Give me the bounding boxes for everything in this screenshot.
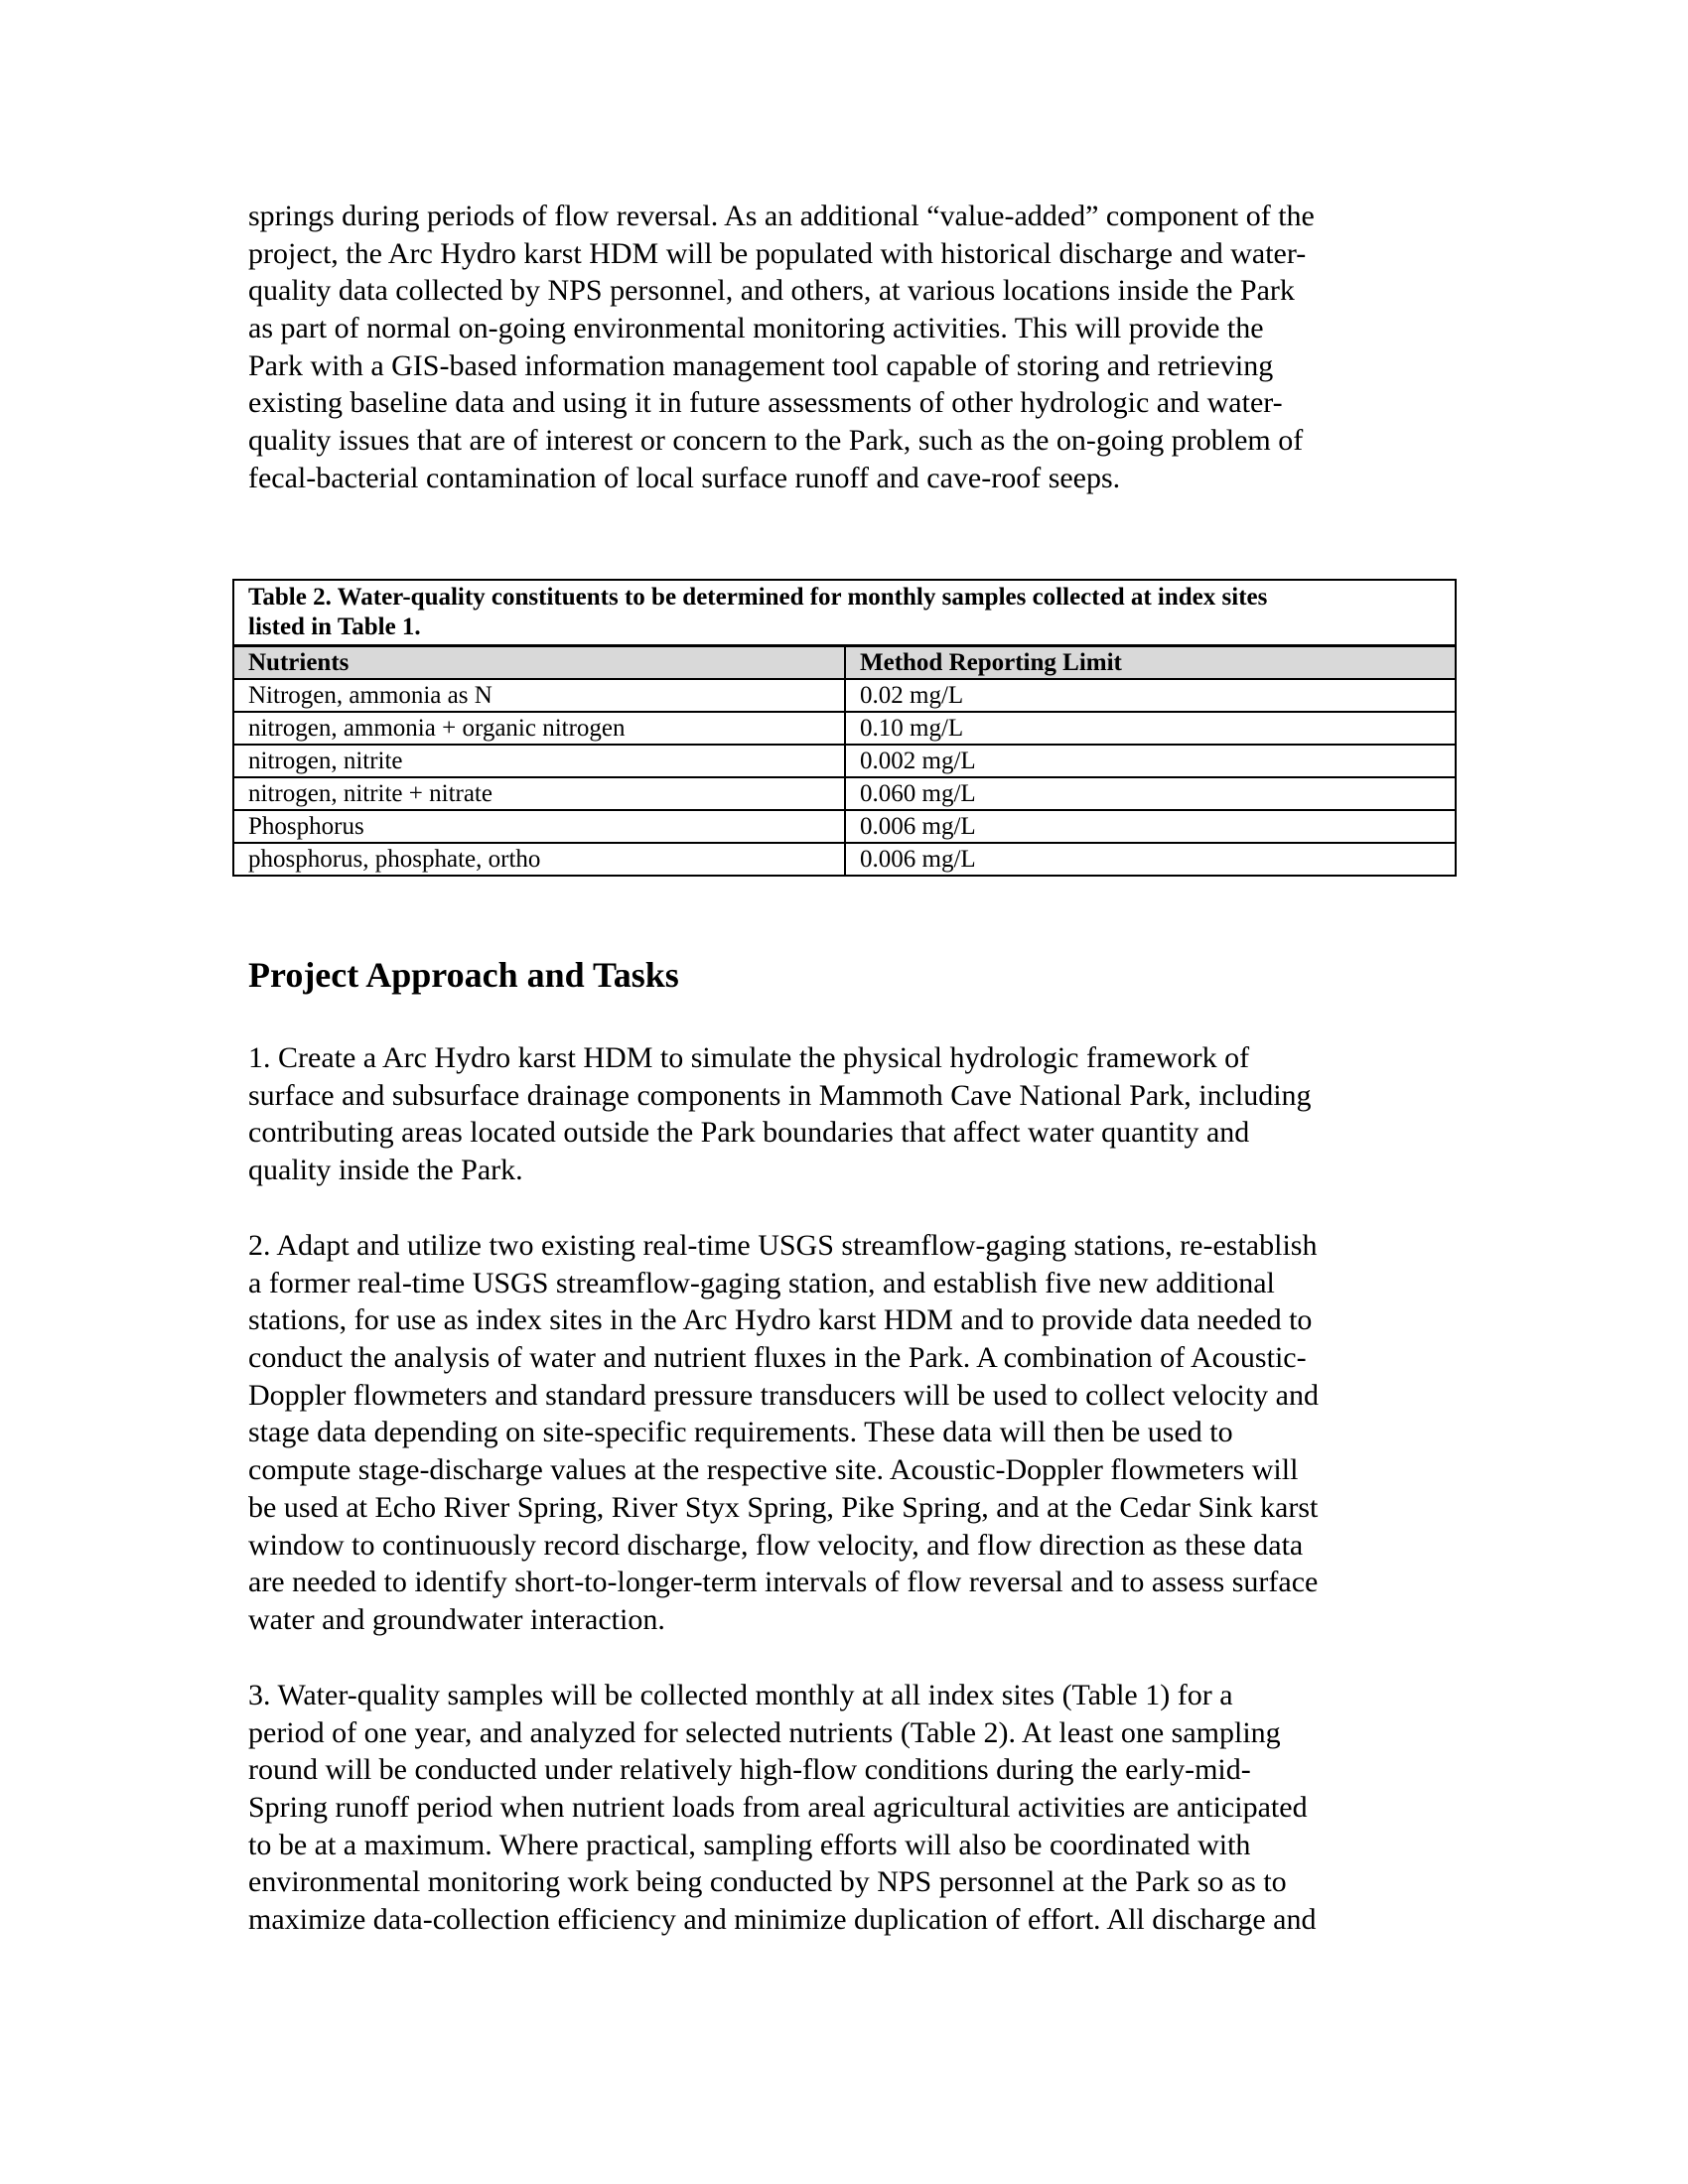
text-line: environmental monitoring work being conducted by NPS personnel at the Park so as to: [248, 1865, 1287, 1899]
text-line: quality inside the Park.: [248, 1154, 523, 1187]
table-row: [233, 745, 1456, 777]
table-row: [233, 777, 1456, 810]
text-line: water and groundwater interaction.: [248, 1602, 665, 1636]
nutrient-cell: phosphorus, phosphate, ortho: [233, 843, 845, 876]
limit-cell: 0.02 mg/L: [845, 679, 1456, 712]
text-line: maximize data-collection efficiency and minimize duplication of effort. All discharge and: [248, 1903, 1317, 1937]
text-line: springs during periods of flow reversal. As an additional “value-added” component of the: [248, 200, 1315, 232]
limit-cell: 0.002 mg/L: [845, 745, 1456, 777]
table-header-row: [233, 646, 1456, 680]
text-line: a former real-time USGS streamflow-gaging station, and establish five new additional: [248, 1266, 1275, 1299]
text-line: 2. Adapt and utilize two existing real-time USGS streamflow-gaging stations, re-establish: [248, 1229, 1318, 1262]
text-line: 3. Water-quality samples will be collected monthly at all index sites (Table 1) for a: [248, 1679, 1233, 1711]
table-caption-row: [233, 580, 1456, 646]
text-line: contributing areas located outside the Park boundaries that affect water quantity and: [248, 1116, 1250, 1150]
table-row: [233, 679, 1456, 712]
intro-paragraph: [248, 198, 1470, 497]
nutrients-table-container: [232, 579, 1455, 877]
nutrient-cell: Phosphorus: [233, 810, 845, 843]
task-1-paragraph: [248, 1039, 1470, 1189]
text-line: compute stage-discharge values at the respective site. Acoustic-Doppler flowmeters will: [248, 1453, 1299, 1487]
text-line: 1. Create a Arc Hydro karst HDM to simulate the physical hydrologic framework of: [248, 1041, 1250, 1074]
task-3-paragraph: [248, 1677, 1470, 1939]
text-line: Doppler flowmeters and standard pressure transducers will be used to collect velocity and: [248, 1378, 1319, 1412]
text-line: Spring runoff period when nutrient loads from areal agricultural activities are anticipated: [248, 1791, 1308, 1825]
column-header-method-reporting-limit: Method Reporting Limit: [845, 646, 1456, 680]
table-row: [233, 843, 1456, 876]
text-line: existing baseline data and using it in future assessments of other hydrologic and water-: [248, 386, 1283, 420]
text-line: to be at a maximum. Where practical, sampling efforts will also be coordinated with: [248, 1828, 1251, 1861]
table-caption: [233, 580, 1456, 646]
limit-cell: 0.060 mg/L: [845, 777, 1456, 810]
text-line: as part of normal on-going environmental monitoring activities. This will provide the: [248, 312, 1264, 345]
limit-cell: 0.006 mg/L: [845, 810, 1456, 843]
limit-cell: 0.10 mg/L: [845, 712, 1456, 745]
nutrient-cell: nitrogen, nitrite + nitrate: [233, 777, 845, 810]
text-line: project, the Arc Hydro karst HDM will be populated with historical discharge and water-: [248, 236, 1307, 270]
table-row: [233, 810, 1456, 843]
text-line: window to continuously record discharge, flow velocity, and flow direction as these data: [248, 1528, 1304, 1562]
table-caption-line: Table 2. Water-quality constituents to be determined for monthly samples collected at index sites: [248, 584, 1268, 611]
text-line: surface and subsurface drainage components in Mammoth Cave National Park, including: [248, 1078, 1312, 1112]
task-2-paragraph: [248, 1227, 1470, 1639]
table-row: [233, 712, 1456, 745]
text-line: quality issues that are of interest or concern to the Park, such as the on-going problem of: [248, 424, 1304, 458]
nutrient-cell: nitrogen, ammonia + organic nitrogen: [233, 712, 845, 745]
table-caption-line: listed in Table 1.: [248, 614, 421, 640]
text-line: stations, for use as index sites in the Arc Hydro karst HDM and to provide data needed to: [248, 1303, 1313, 1337]
text-line: conduct the analysis of water and nutrient fluxes in the Park. A combination of Acoustic-: [248, 1341, 1307, 1375]
nutrients-table: [232, 579, 1457, 877]
nutrient-cell: nitrogen, nitrite: [233, 745, 845, 777]
column-header-nutrients: Nutrients: [233, 646, 845, 680]
text-line: Park with a GIS-based information management tool capable of storing and retrieving: [248, 348, 1274, 382]
text-line: stage data depending on site-specific requirements. These data will then be used to: [248, 1416, 1233, 1449]
text-line: fecal-bacterial contamination of local surface runoff and cave-roof seeps.: [248, 461, 1121, 494]
section-heading: Project Approach and Tasks: [248, 955, 679, 995]
nutrient-cell: Nitrogen, ammonia as N: [233, 679, 845, 712]
text-line: are needed to identify short-to-longer-term intervals of flow reversal and to assess surface: [248, 1566, 1319, 1599]
limit-cell: 0.006 mg/L: [845, 843, 1456, 876]
text-line: round will be conducted under relatively high-flow conditions during the early-mid-: [248, 1753, 1251, 1787]
text-line: quality data collected by NPS personnel, and others, at various locations inside the Park: [248, 274, 1295, 308]
text-line: be used at Echo River Spring, River Styx Spring, Pike Spring, and at the Cedar Sink karst: [248, 1490, 1319, 1524]
text-line: period of one year, and analyzed for selected nutrients (Table 2). At least one sampling: [248, 1715, 1281, 1749]
